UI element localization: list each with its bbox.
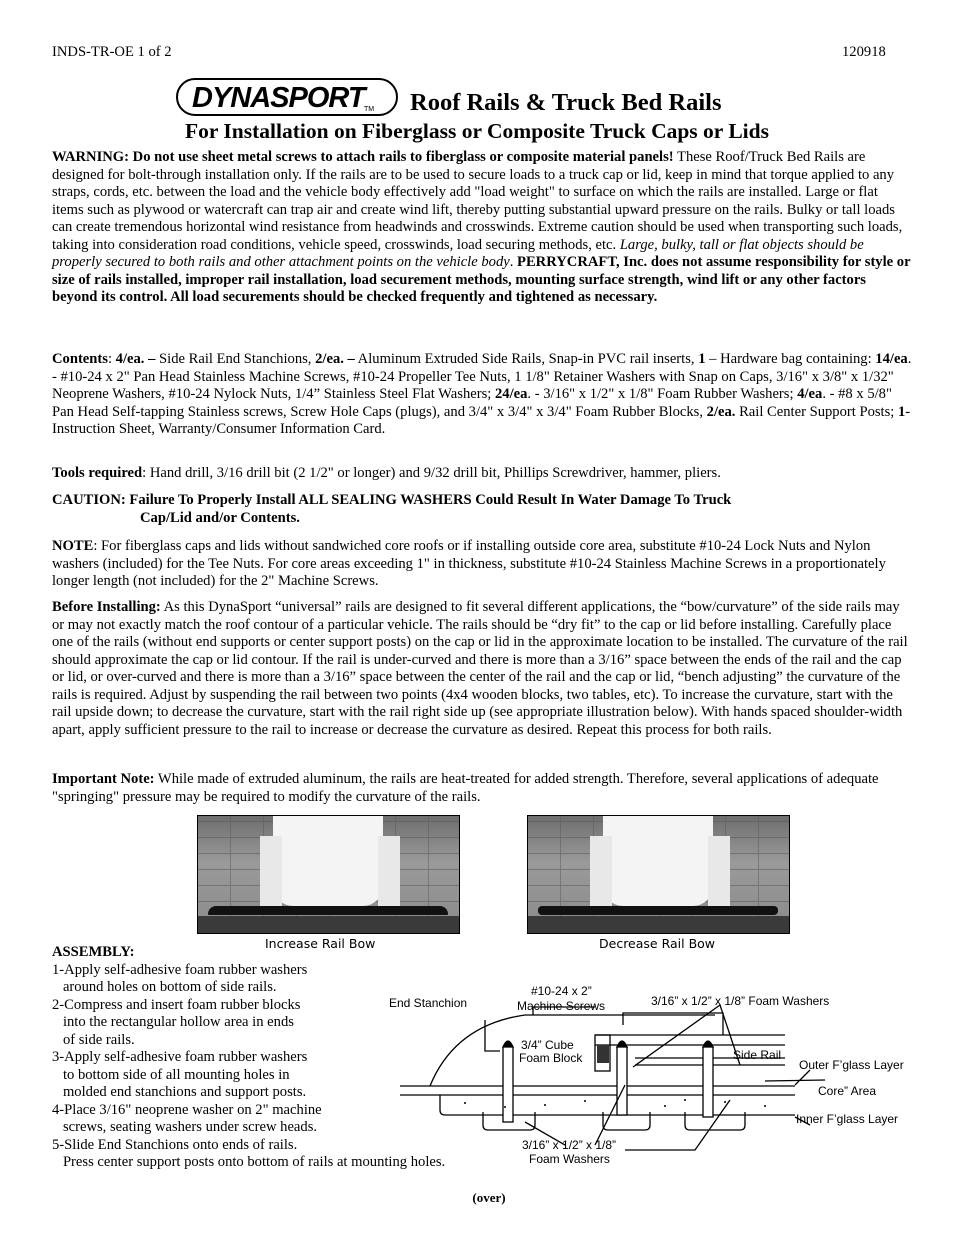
over-indicator: (over) [472,1190,506,1205]
label-bottom-washers-line-2: Foam Washers [529,1152,610,1166]
contents-text-segment: 1 [897,403,906,420]
increase-rail-bow-caption: Increase Rail Bow [265,936,376,951]
warning-paragraph [52,149,912,307]
warning-text-segment: PERRYCRAFT, Inc. does not assume responsibility for style or size of rails installed, improper rail installation, load securement methods, mounting surface strength, wind lift or any other factors beyond its control. All load securements should be checked frequently and tightened as necessary. [52,254,911,305]
assembly-step-line: 2-Compress and insert foam rubber blocks [52,996,301,1013]
rail-mounting-diagram [385,985,925,1170]
caution-line-2: Cap/Lid and/or Contents. [140,509,300,526]
warning-text-segment: WARNING: Do not use sheet metal screws to attach rails to fiberglass or composite material panels! [52,149,674,165]
document-date: 120918 [842,44,886,60]
label-cube-line-2: Foam Block [519,1051,583,1065]
before-installing-text-segment: Before Installing: [52,599,161,615]
assembly-step-line: into the rectangular hollow area in ends [52,1014,294,1030]
caution-line-1: CAUTION: Failure To Properly Install ALL SEALING WASHERS Could Result In Water Damage To Truck [52,492,732,508]
contents-text-segment: . - #8 x 5/8" Pan Head Self-tapping Stainless screws, Screw Hole Caps (plugs), and 3/4" x 3/4" x 3/4" Foam Rubber Blocks, [52,386,892,420]
label-bottom-washers-line-1: 3/16” x 1/2” x 1/8” [522,1138,617,1152]
label-inner-fiberglass-layer: Inner F’glass Layer [796,1112,899,1126]
contents-text-segment: : [107,351,116,367]
contents-text-segment: Side Rail End Stanchions, [155,351,316,367]
screw-3 [703,1041,713,1117]
contents-text-segment: Rail Center Support Posts; [735,403,898,420]
contents-text-segment: - Instruction Sheet, Warranty/Consumer Information Card. [52,403,911,437]
logo-wordmark: DYNASPORT [192,82,365,114]
assembly-step-line: to bottom side of all mounting holes in [52,1066,290,1083]
assembly-step-line: of side rails. [52,1031,135,1048]
document-code: INDS-TR-OE 1 of 2 [52,44,172,60]
assembly-step-line: screws, seating washers under screw heads. [52,1119,318,1135]
assembly-step-line: 4-Place 3/16" neoprene washer on 2" machine [52,1101,322,1118]
warning-text-segment: These Roof/Truck Bed Rails are designed for bolt-through installation only. If the rails are to be used to secure loads to a truck cap or lid, keep in mind that torque applied to any straps, cords, etc. between the load and the vehicle body effectively add "load weight" to surface on which the rails are installed. Large or flat items such as plywood or watercraft can trap air and create wind lift, thereby putting substantial upward pressure on the rails. Bulky or tall loads can create tremendous horizontal wind resistance from headwinds and crosswinds. Extreme caution should be used when transporting such loads, taking into consideration road conditions, vehicle speed, crosswinds, load securing methods, etc. [52,149,903,253]
contents-text-segment: 4/ea [797,386,823,402]
contents-text-segment: Aluminum Extruded Side Rails, Snap-in PVC rail inserts, [354,351,699,367]
tools-text-segment: : Hand drill, 3/16 drill bit (2 1/2" or longer) and 9/32 drill bit, Phillips Screwdriver, hammer, pliers. [142,465,721,481]
screw-1 [503,1041,513,1122]
before-installing-paragraph [52,599,912,739]
label-side-rail: Side Rail [733,1048,782,1062]
contents-text-segment: 2/ea. [706,403,736,420]
screw-2 [617,1041,627,1115]
label-top-foam-washers: 3/16” x 1/2” x 1/8” Foam Washers [651,994,830,1008]
label-core-area: Core” Area [818,1084,877,1098]
label-screws-line-2: Machine Screws [517,999,606,1013]
note-text-segment: : For fiberglass caps and lids without sandwiched core roofs or if installing outside core area, substitute #10-24 Lock Nuts and Nylon washers (included) for the Tee Nuts. For core areas exceeding 1" in thickness, substitute #10-24 Stainless Machine Screws in a proportionately longer length (not included) for the 2" Machine Screws. [52,538,886,589]
assembly-step-line: Press center support posts onto bottom of rails at mounting holes. [52,1154,446,1170]
before-installing-text-segment: As this DynaSport “universal” rails are designed to fit several different applications, the “bow/curvature” of the side rails may or may not exactly match the roof contour of a particular vehicle. The rails should be “dry fit” to the cap or lid before installing. Carefully place one of the rails (without end supports or center support posts) on the cap or lid in the approximate location to be installed. The curvature of the rail should approximate the cap or lid contour. If the rail is under-curved and there is more than a 3/16” space between the ends of the rail and the cap or lid, or over-curved and there is more than a 3/16” space between the center of the rail and the cap or lid, “bench adjusting” the curvature of the rails is required. Adjust by suspending the rail between two points (4x4 wooden blocks, two tables, etc). To increase the curvature, start with the rail upside down; to decrease the curvature, start with the rail right side up (see appropriate illustration below). With hands spaced shoulder-width apart, apply sufficient pressure to the rail to increase or decrease the curvature as desired. Repeat this process for both rails. [52,599,908,738]
page-title: Roof Rails & Truck Bed Rails [410,89,722,116]
label-cube-line-1: 3/4” Cube [521,1038,574,1052]
contents-text-segment: 2/ea. – [315,351,355,367]
important-note-text-segment: Important Note: [52,771,155,787]
tools-paragraph [52,465,912,483]
contents-text-segment: . - #10-24 x 2" Pan Head Stainless Machine Screws, #10-24 Propeller Tee Nuts, 1 1/8" Retainer Washers with Snap on Caps, 3/16" x 3/8" x 1/32" Neoprene Washers, #10-24 Nylock Nuts, 1/4” Stainless Steel Flat Washers; [52,351,912,402]
assembly-step-line: 3-Apply self-adhesive foam rubber washers [52,1049,308,1065]
assembly-step-line: 5-Slide End Stanchions onto ends of rails. [52,1136,298,1153]
label-screws-line-1: #10-24 x 2” [531,985,592,998]
caution-paragraph [52,492,912,527]
contents-text-segment: 4/ea. – [115,351,156,367]
label-end-stanchion: End Stanchion [389,996,468,1010]
contents-text-segment: 14/ea [875,351,908,367]
decrease-rail-bow-photo [527,815,790,934]
logo-trademark: TM [364,106,375,113]
label-outer-fiberglass-layer: Outer F’glass Layer [799,1058,904,1072]
assembly-step-line: 1-Apply self-adhesive foam rubber washers [52,961,308,978]
contents-paragraph [52,351,912,439]
important-note-text-segment: While made of extruded aluminum, the rails are heat-treated for added strength. Therefore, several applications of adequate "springing" pressure may be required to modify the curvature of the rails. [52,771,879,805]
page-subtitle: For Installation on Fiberglass or Composite Truck Caps or Lids [185,119,769,143]
contents-text-segment: – Hardware bag containing: [705,351,876,367]
contents-text-segment: 1 [698,351,706,367]
important-note-paragraph [52,771,912,806]
assembly-step-line: around holes on bottom of side rails. [52,979,277,995]
assembly-step-line: molded end stanchions and support posts. [52,1084,307,1100]
note-paragraph [52,538,912,591]
contents-text-segment: . - 3/16" x 1/2" x 1/8" Foam Rubber Washers; [527,386,798,402]
note-text-segment: NOTE [52,538,94,554]
contents-text-segment: Contents [52,351,108,367]
assembly-heading: ASSEMBLY: [52,944,135,960]
tools-text-segment: Tools required [52,465,143,481]
increase-rail-bow-photo [197,815,460,934]
warning-text-segment: Large, bulky, tall or flat objects should be properly secured to both rails and other attachment points on the vehicle body [52,236,864,270]
decrease-rail-bow-caption: Decrease Rail Bow [599,936,716,951]
contents-text-segment: 24/ea [494,386,528,402]
warning-text-segment: . [509,254,518,270]
dynasport-logo [176,78,398,116]
